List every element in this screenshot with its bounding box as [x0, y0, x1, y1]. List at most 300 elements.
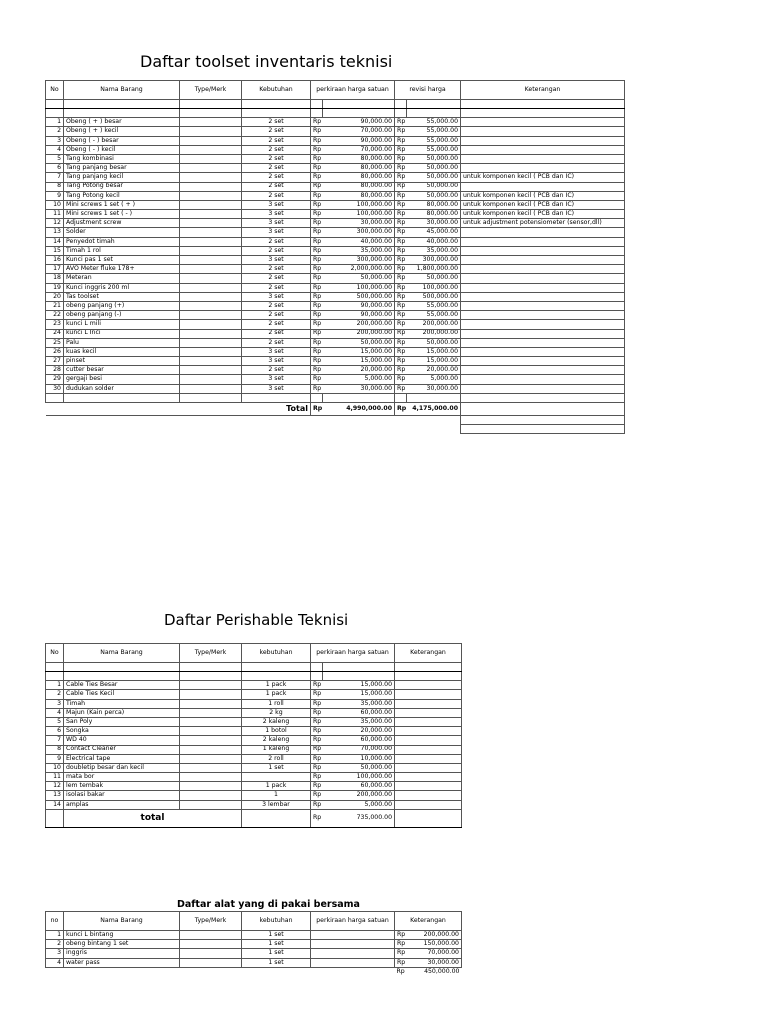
cell-nama-barang: Tang panjang kecil — [64, 173, 180, 182]
cell-no: 6 — [46, 164, 64, 173]
cell-revisi: 50,000.00 — [407, 191, 461, 200]
cell-currency: Rp — [311, 699, 323, 708]
table-row — [46, 136, 625, 145]
cell-currency: Rp — [311, 754, 323, 763]
cell-revisi: 1,800,000.00 — [407, 265, 461, 274]
cell-type-merk — [180, 127, 242, 136]
cell-type-merk — [180, 338, 242, 347]
cell-harga: 60,000.00 — [323, 782, 395, 791]
cell-no: 8 — [46, 745, 64, 754]
cell-nama-barang: gergaji besi — [64, 375, 180, 384]
cell-harga: 40,000.00 — [323, 237, 395, 246]
cell-kebutuhan: 3 set — [242, 228, 311, 237]
header-no: no — [46, 912, 64, 931]
cell-harga: 200,000.00 — [323, 791, 395, 800]
cell-nama-barang: kuas kecil — [64, 347, 180, 356]
table-row — [46, 366, 625, 375]
cell-kebutuhan: 2 set — [242, 283, 311, 292]
cell-type-merk — [180, 754, 242, 763]
cell-kebutuhan: 2 set — [242, 301, 311, 310]
total-currency: Rp — [311, 809, 323, 827]
cell-keterangan — [395, 754, 462, 763]
cell-keterangan — [461, 237, 625, 246]
cell-harga: 70,000.00 — [323, 127, 395, 136]
cell-no: 17 — [46, 265, 64, 274]
cell-nama-barang: AVO Meter fluke 178+ — [64, 265, 180, 274]
cell-revisi: 5,000.00 — [407, 375, 461, 384]
table-row — [46, 773, 462, 782]
cell-no: 7 — [46, 173, 64, 182]
cell-kebutuhan: 2 set — [242, 182, 311, 191]
cell-harga: 80,000.00 — [323, 191, 395, 200]
cell-harga: 70,000.00 — [323, 745, 395, 754]
cell-currency: Rp — [311, 136, 323, 145]
header-no: No — [46, 644, 64, 663]
cell-type-merk — [180, 800, 242, 809]
cell-nama-barang: Obeng ( - ) besar — [64, 136, 180, 145]
cell-no: 2 — [46, 127, 64, 136]
cell-currency: Rp — [311, 145, 323, 154]
cell-keterangan — [461, 145, 625, 154]
cell-currency: Rp — [311, 347, 323, 356]
cell-revisi: 55,000.00 — [407, 127, 461, 136]
cell-no: 14 — [46, 800, 64, 809]
cell-harga: 70,000.00 — [407, 949, 462, 958]
cell-type-merk — [180, 773, 242, 782]
cell-keterangan — [461, 301, 625, 310]
cell-harga: 30,000.00 — [323, 219, 395, 228]
cell-kebutuhan: 1 pack — [242, 681, 311, 690]
cell-kebutuhan: 1 set — [242, 949, 311, 958]
table-row — [46, 164, 625, 173]
cell-nama-barang: Cable Ties Kecil — [64, 690, 180, 699]
total-harga: 4,990,000.00 — [323, 402, 395, 415]
cell-revisi: 15,000.00 — [407, 357, 461, 366]
cell-kebutuhan: 3 set — [242, 256, 311, 265]
cell-empty — [395, 393, 407, 402]
table-row — [46, 940, 462, 949]
cell-type-merk — [180, 347, 242, 356]
total-revisi: 4,175,000.00 — [407, 402, 461, 415]
bersama-table — [45, 911, 462, 976]
cell-revisi: 300,000.00 — [407, 256, 461, 265]
cell-currency: Rp — [311, 265, 323, 274]
cell-nama-barang: Timah 1 rol — [64, 246, 180, 255]
cell-kebutuhan: 1 — [242, 791, 311, 800]
table-row — [46, 791, 462, 800]
table-row — [46, 118, 625, 127]
cell-type-merk — [180, 681, 242, 690]
cell-type-merk — [180, 173, 242, 182]
cell-revisi: 55,000.00 — [407, 311, 461, 320]
header-type-merk: Type/Merk — [180, 644, 242, 663]
cell-currency: Rp — [311, 782, 323, 791]
cell-currency: Rp — [395, 949, 407, 958]
cell-revisi: 40,000.00 — [407, 237, 461, 246]
cell-no: 6 — [46, 727, 64, 736]
cell-nama-barang: kunci L bintang — [64, 931, 180, 940]
spacer-row — [46, 415, 625, 424]
cell-currency: Rp — [311, 357, 323, 366]
cell-type-merk — [180, 940, 242, 949]
cell-empty — [242, 809, 311, 827]
header-perkiraan-harga: perkiraan harga satuan — [311, 644, 395, 663]
cell-currency: Rp — [395, 940, 407, 949]
cell-nama-barang: Tang kombinasi — [64, 154, 180, 163]
cell-perkiraan-harga — [311, 931, 395, 940]
cell-no: 12 — [46, 782, 64, 791]
table-row — [46, 311, 625, 320]
cell-nama-barang: dudukan solder — [64, 384, 180, 393]
header-keterangan: Keterangan — [395, 644, 462, 663]
cell-keterangan — [461, 366, 625, 375]
cell-currency: Rp — [311, 118, 323, 127]
cell-keterangan — [461, 182, 625, 191]
cell-keterangan — [461, 246, 625, 255]
cell-kebutuhan: 3 set — [242, 292, 311, 301]
cell-type-merk — [180, 292, 242, 301]
cell-harga: 150,000.00 — [407, 940, 462, 949]
cell-revisi: 55,000.00 — [407, 118, 461, 127]
cell-no: 30 — [46, 384, 64, 393]
cell-currency: Rp — [395, 256, 407, 265]
cell-harga: 200,000.00 — [323, 329, 395, 338]
cell-no: 5 — [46, 154, 64, 163]
cell-kebutuhan: 1 set — [242, 931, 311, 940]
cell-revisi: 55,000.00 — [407, 145, 461, 154]
cell-perkiraan-harga — [311, 949, 395, 958]
cell-no: 1 — [46, 681, 64, 690]
cell-no: 18 — [46, 274, 64, 283]
cell-keterangan — [461, 384, 625, 393]
cell-revisi: 50,000.00 — [407, 173, 461, 182]
total-label: total — [64, 809, 242, 827]
cell-nama-barang: Tang Potong besar — [64, 182, 180, 191]
cell-type-merk — [180, 283, 242, 292]
cell-perkiraan-harga — [311, 958, 395, 967]
cell-keterangan — [395, 791, 462, 800]
table-row — [46, 274, 625, 283]
cell-empty — [46, 809, 64, 827]
cell-kebutuhan: 2 kg — [242, 708, 311, 717]
cell-harga: 80,000.00 — [323, 182, 395, 191]
cell-currency: Rp — [395, 191, 407, 200]
cell-kebutuhan: 1 set — [242, 958, 311, 967]
cell-keterangan — [395, 681, 462, 690]
cell-harga: 35,000.00 — [323, 717, 395, 726]
cell-kebutuhan: 1 set — [242, 940, 311, 949]
header-revisi-harga: revisi harga — [395, 81, 461, 100]
cell-kebutuhan: 3 set — [242, 200, 311, 209]
cell-nama-barang: Kunci pas 1 set — [64, 256, 180, 265]
cell-currency: Rp — [311, 338, 323, 347]
cell-currency: Rp — [311, 246, 323, 255]
cell-currency: Rp — [311, 320, 323, 329]
cell-keterangan — [461, 320, 625, 329]
cell-keterangan — [461, 311, 625, 320]
header-kebutuhan: Kebutuhan — [242, 81, 311, 100]
cell-keterangan — [461, 274, 625, 283]
cell-kebutuhan: 3 set — [242, 347, 311, 356]
cell-harga: 90,000.00 — [323, 301, 395, 310]
cell-harga: 200,000.00 — [323, 320, 395, 329]
cell-currency: Rp — [395, 292, 407, 301]
cell-currency: Rp — [311, 717, 323, 726]
cell-no: 2 — [46, 940, 64, 949]
table-row — [46, 745, 462, 754]
cell-keterangan — [395, 717, 462, 726]
cell-type-merk — [180, 690, 242, 699]
cell-keterangan — [461, 375, 625, 384]
header-keterangan: Keterangan — [461, 81, 625, 100]
cell-kebutuhan: 2 set — [242, 274, 311, 283]
cell-nama-barang: Adjustment screw — [64, 219, 180, 228]
cell-currency: Rp — [311, 690, 323, 699]
cell-kebutuhan: 3 set — [242, 219, 311, 228]
cell-keterangan — [461, 338, 625, 347]
cell-kebutuhan: 2 kaleng — [242, 717, 311, 726]
table-row — [46, 357, 625, 366]
cell-empty — [311, 393, 323, 402]
cell-kebutuhan: 2 set — [242, 265, 311, 274]
cell-nama-barang: Solder — [64, 228, 180, 237]
cell-no: 16 — [46, 256, 64, 265]
cell-harga: 5,000.00 — [323, 375, 395, 384]
cell-kebutuhan: 2 set — [242, 366, 311, 375]
cell-no: 11 — [46, 210, 64, 219]
header-nama-barang: Nama Barang — [64, 81, 180, 100]
cell-no: 4 — [46, 145, 64, 154]
cell-currency: Rp — [395, 265, 407, 274]
cell-type-merk — [180, 320, 242, 329]
table-row — [46, 736, 462, 745]
cell-currency: Rp — [395, 136, 407, 145]
cell-type-merk — [180, 265, 242, 274]
cell-currency: Rp — [311, 283, 323, 292]
cell-keterangan — [395, 727, 462, 736]
cell-harga: 50,000.00 — [323, 274, 395, 283]
cell-revisi: 20,000.00 — [407, 366, 461, 375]
cell-currency: Rp — [311, 329, 323, 338]
cell-kebutuhan: 2 set — [242, 338, 311, 347]
header-no: No — [46, 81, 64, 100]
cell-revisi: 500,000.00 — [407, 292, 461, 301]
cell-currency: Rp — [395, 173, 407, 182]
cell-empty — [46, 393, 64, 402]
cell-keterangan — [461, 329, 625, 338]
cell-currency: Rp — [311, 375, 323, 384]
cell-kebutuhan: 1 botol — [242, 727, 311, 736]
spacer-row — [46, 109, 625, 118]
cell-harga: 80,000.00 — [323, 154, 395, 163]
cell-nama-barang: cutter besar — [64, 366, 180, 375]
cell-empty — [180, 393, 242, 402]
cell-type-merk — [180, 727, 242, 736]
cell-no: 14 — [46, 237, 64, 246]
cell-no: 4 — [46, 958, 64, 967]
cell-kebutuhan: 2 set — [242, 237, 311, 246]
table-row — [46, 699, 462, 708]
cell-keterangan: untuk komponen kecil ( PCB dan IC) — [461, 200, 625, 209]
cell-type-merk — [180, 791, 242, 800]
cell-currency: Rp — [395, 164, 407, 173]
cell-nama-barang: Palu — [64, 338, 180, 347]
total-label: Total — [286, 403, 308, 413]
cell-nama-barang: inggris — [64, 949, 180, 958]
cell-nama-barang: obeng bintang 1 set — [64, 940, 180, 949]
header-type-merk: Type/Merk — [180, 912, 242, 931]
cell-harga: 50,000.00 — [323, 763, 395, 772]
cell-empty — [64, 393, 180, 402]
table-row — [46, 347, 625, 356]
cell-currency: Rp — [311, 154, 323, 163]
cell-nama-barang: Tang panjang besar — [64, 164, 180, 173]
cell-nama-barang: amplas — [64, 800, 180, 809]
cell-type-merk — [180, 228, 242, 237]
cell-no: 22 — [46, 311, 64, 320]
table-row — [46, 145, 625, 154]
cell-keterangan — [395, 745, 462, 754]
cell-nama-barang: Obeng ( - ) kecil — [64, 145, 180, 154]
cell-no: 12 — [46, 219, 64, 228]
cell-nama-barang: mata bor — [64, 773, 180, 782]
table-row — [46, 800, 462, 809]
cell-harga: 50,000.00 — [323, 338, 395, 347]
perishable-header-row — [46, 644, 462, 663]
table-row — [46, 338, 625, 347]
cell-revisi: 55,000.00 — [407, 136, 461, 145]
cell-no: 28 — [46, 366, 64, 375]
cell-currency: Rp — [395, 338, 407, 347]
cell-type-merk — [180, 375, 242, 384]
cell-type-merk — [180, 191, 242, 200]
cell-type-merk — [180, 782, 242, 791]
cell-currency: Rp — [311, 773, 323, 782]
cell-harga: 100,000.00 — [323, 283, 395, 292]
cell-currency: Rp — [395, 375, 407, 384]
table-row — [46, 182, 625, 191]
total-currency: Rp — [311, 402, 323, 415]
cell-keterangan — [395, 736, 462, 745]
cell-revisi: 30,000.00 — [407, 384, 461, 393]
cell-no: 10 — [46, 200, 64, 209]
cell-currency: Rp — [311, 745, 323, 754]
cell-type-merk — [180, 949, 242, 958]
cell-kebutuhan: 1 set — [242, 763, 311, 772]
total-harga: 735,000.00 — [323, 809, 395, 827]
table-row — [46, 283, 625, 292]
table-row — [46, 210, 625, 219]
cell-currency: Rp — [311, 301, 323, 310]
cell-kebutuhan: 3 set — [242, 384, 311, 393]
cell-currency: Rp — [311, 384, 323, 393]
toolset-title: Daftar toolset inventaris teknisi — [140, 52, 393, 71]
cell-revisi: 15,000.00 — [407, 347, 461, 356]
cell-kebutuhan: 2 set — [242, 164, 311, 173]
cell-currency: Rp — [311, 182, 323, 191]
cell-currency: Rp — [395, 931, 407, 940]
cell-harga: 100,000.00 — [323, 773, 395, 782]
cell-type-merk — [180, 931, 242, 940]
total-currency: Rp — [396, 967, 405, 975]
cell-no: 25 — [46, 338, 64, 347]
cell-currency: Rp — [311, 292, 323, 301]
cell-currency: Rp — [395, 274, 407, 283]
cell-currency: Rp — [395, 329, 407, 338]
cell-currency: Rp — [311, 708, 323, 717]
cell-keterangan: untuk adjustment potensiometer (sensor,dll) — [461, 219, 625, 228]
cell-no: 13 — [46, 791, 64, 800]
table-row — [46, 931, 462, 940]
cell-revisi: 50,000.00 — [407, 182, 461, 191]
cell-currency: Rp — [395, 347, 407, 356]
spacer-row — [46, 425, 625, 434]
cell-nama-barang: Songka — [64, 727, 180, 736]
cell-revisi: 80,000.00 — [407, 210, 461, 219]
cell-currency: Rp — [395, 320, 407, 329]
cell-no: 1 — [46, 931, 64, 940]
cell-nama-barang: Timah — [64, 699, 180, 708]
cell-harga: 5,000.00 — [323, 800, 395, 809]
cell-currency: Rp — [395, 182, 407, 191]
cell-harga: 90,000.00 — [323, 311, 395, 320]
cell-harga: 10,000.00 — [323, 754, 395, 763]
cell-no: 2 — [46, 690, 64, 699]
table-row — [46, 384, 625, 393]
table-row — [46, 708, 462, 717]
cell-nama-barang: Kunci inggris 200 ml — [64, 283, 180, 292]
cell-type-merk — [180, 958, 242, 967]
cell-nama-barang: Obeng ( + ) besar — [64, 118, 180, 127]
cell-type-merk — [180, 384, 242, 393]
table-row — [46, 154, 625, 163]
cell-keterangan — [461, 256, 625, 265]
header-nama-barang: Nama Barang — [64, 912, 180, 931]
table-row — [46, 219, 625, 228]
table-row — [46, 292, 625, 301]
cell-keterangan: untuk komponen kecil ( PCB dan IC) — [461, 210, 625, 219]
cell-nama-barang: pinset — [64, 357, 180, 366]
cell-type-merk — [180, 357, 242, 366]
cell-type-merk — [180, 763, 242, 772]
cell-revisi: 200,000.00 — [407, 329, 461, 338]
table-row — [46, 191, 625, 200]
cell-type-merk — [180, 136, 242, 145]
cell-currency: Rp — [311, 173, 323, 182]
cell-no: 29 — [46, 375, 64, 384]
total-row — [46, 809, 462, 827]
spacer-row — [46, 663, 462, 672]
cell-no: 7 — [46, 736, 64, 745]
cell-harga: 35,000.00 — [323, 699, 395, 708]
cell-keterangan: untuk komponen kecil ( PCB dan IC) — [461, 173, 625, 182]
cell-keterangan — [461, 347, 625, 356]
cell-nama-barang: Cable Ties Besar — [64, 681, 180, 690]
cell-currency: Rp — [395, 301, 407, 310]
cell-empty — [46, 415, 461, 424]
cell-nama-barang: WD 40 — [64, 736, 180, 745]
cell-type-merk — [180, 736, 242, 745]
cell-revisi: 45,000.00 — [407, 228, 461, 237]
cell-empty — [407, 393, 461, 402]
cell-harga: 15,000.00 — [323, 690, 395, 699]
table-row — [46, 265, 625, 274]
toolset-table — [45, 80, 625, 434]
cell-nama-barang: Obeng ( + ) kecil — [64, 127, 180, 136]
cell-empty — [242, 393, 311, 402]
table-row — [46, 690, 462, 699]
cell-currency: Rp — [311, 274, 323, 283]
